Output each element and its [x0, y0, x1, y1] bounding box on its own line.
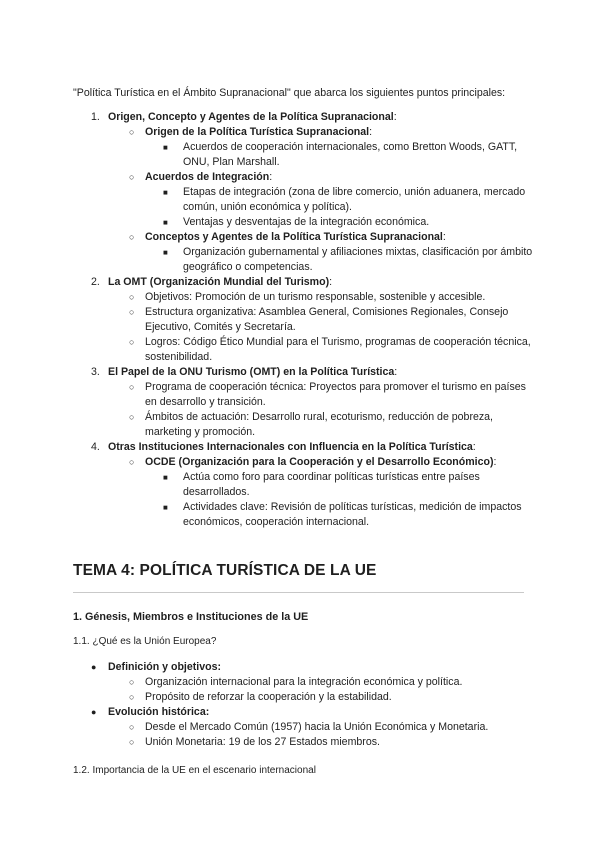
sub-item-text: :	[442, 231, 446, 243]
hollow-circle-bullet-icon: ○	[129, 722, 135, 732]
sub-item-text: Programa de cooperación técnica: Proyectos para promover el turismo en países en desarrollo y transición.	[145, 381, 526, 408]
intro-paragraph: "Política Turística en el Ámbito Supranacional" que abarca los siguientes puntos principales:	[73, 87, 506, 99]
numbered-item	[73, 275, 533, 365]
item-number: 4.	[91, 441, 100, 453]
square-bullet-icon: ■	[163, 188, 168, 197]
detail-item	[145, 215, 533, 230]
heading-divider	[73, 592, 524, 593]
numbered-item	[73, 110, 533, 275]
sub-item	[108, 335, 533, 365]
square-bullet-icon: ■	[163, 473, 168, 482]
square-bullet-icon: ■	[163, 218, 168, 227]
item-title-suffix: :	[472, 441, 476, 453]
detail-list	[145, 245, 533, 275]
detail-text: Organización gubernamental y afiliaciones mixtas, clasificación por ámbito geográfico o competencias.	[183, 246, 533, 273]
detail-list	[145, 470, 533, 530]
sub-list	[108, 380, 533, 440]
tema-heading: TEMA 4: POLÍTICA TURÍSTICA DE LA UE	[73, 562, 377, 579]
filled-circle-bullet-icon: ●	[91, 662, 97, 672]
detail-text: Actúa como foro para coordinar políticas turísticas entre países desarrollados.	[183, 471, 480, 498]
numbered-item	[73, 440, 533, 530]
subsection-1-1-heading: 1.1. ¿Qué es la Unión Europea?	[73, 636, 217, 647]
eu-point	[73, 660, 533, 705]
detail-item	[145, 245, 533, 275]
sub-item-title: OCDE (Organización para la Cooperación y el Desarrollo Económico)	[145, 456, 494, 468]
hollow-circle-bullet-icon: ○	[129, 737, 135, 747]
detail-text: Ventajas y desventajas de la integración económica.	[183, 216, 430, 228]
item-title-suffix: :	[393, 111, 397, 123]
detail-item	[145, 140, 533, 170]
hollow-circle-bullet-icon: ○	[129, 307, 135, 317]
item-title: Origen, Concepto y Agentes de la Política Supranacional	[108, 111, 394, 123]
detail-list	[145, 185, 533, 230]
detail-text: Actividades clave: Revisión de políticas turísticas, medición de impactos económicos, cooperación internacional.	[183, 501, 522, 528]
sub-item-text: :	[493, 456, 497, 468]
sub-item-text: Ámbitos de actuación: Desarrollo rural, ecoturismo, reducción de pobreza, marketing y promoción.	[145, 411, 494, 438]
item-number: 3.	[91, 366, 100, 378]
item-number: 2.	[91, 276, 100, 288]
hollow-circle-bullet-icon: ○	[129, 692, 135, 702]
hollow-circle-bullet-icon: ○	[129, 127, 135, 137]
hollow-circle-bullet-icon: ○	[129, 412, 135, 422]
eu-sub-item	[108, 690, 533, 705]
sub-item-text: Logros: Código Ético Mundial para el Turismo, programas de cooperación técnica, sostenibilidad.	[145, 336, 531, 363]
sub-item-title: Acuerdos de Integración	[145, 171, 270, 183]
detail-list	[145, 140, 533, 170]
hollow-circle-bullet-icon: ○	[129, 337, 135, 347]
sub-item	[108, 230, 533, 275]
sub-item-text: Estructura organizativa: Asamblea General, Comisiones Regionales, Consejo Ejecutivo, Comités y Secretaría.	[145, 306, 509, 333]
hollow-circle-bullet-icon: ○	[129, 457, 135, 467]
main-numbered-list	[73, 110, 533, 530]
item-title: Otras Instituciones Internacionales con Influencia en la Política Turística	[108, 441, 473, 453]
sub-item	[108, 410, 533, 440]
detail-item	[145, 470, 533, 500]
sub-item	[108, 125, 533, 170]
detail-item	[145, 500, 533, 530]
eu-sub-item	[108, 735, 533, 750]
hollow-circle-bullet-icon: ○	[129, 292, 135, 302]
sub-list	[108, 290, 533, 365]
item-title-suffix: :	[329, 276, 333, 288]
eu-point	[73, 705, 533, 750]
eu-sub-item	[108, 675, 533, 690]
sub-item-text: Objetivos: Promoción de un turismo responsable, sostenible y accesible.	[145, 291, 486, 303]
hollow-circle-bullet-icon: ○	[129, 172, 135, 182]
square-bullet-icon: ■	[163, 248, 168, 257]
eu-sub-text: Organización internacional para la integración económica y política.	[145, 676, 463, 688]
item-title: La OMT (Organización Mundial del Turismo)	[108, 276, 330, 288]
sub-item	[108, 170, 533, 230]
filled-circle-bullet-icon: ●	[91, 707, 97, 717]
eu-sub-text: Desde el Mercado Común (1957) hacia la Unión Económica y Monetaria.	[145, 721, 489, 733]
eu-sub-text: Unión Monetaria: 19 de los 27 Estados miembros.	[145, 736, 380, 748]
sub-item	[108, 290, 533, 305]
item-number: 1.	[91, 111, 100, 123]
hollow-circle-bullet-icon: ○	[129, 677, 135, 687]
hollow-circle-bullet-icon: ○	[129, 382, 135, 392]
eu-sub-item	[108, 720, 533, 735]
sub-item-text: :	[369, 126, 373, 138]
sub-item	[108, 380, 533, 410]
detail-item	[145, 185, 533, 215]
eu-sub-list	[108, 720, 533, 750]
section-1-heading: 1. Génesis, Miembros e Instituciones de la UE	[73, 611, 309, 623]
numbered-item	[73, 365, 533, 440]
item-title-suffix: :	[394, 366, 398, 378]
subsection-1-2-heading: 1.2. Importancia de la UE en el escenario internacional	[73, 765, 316, 776]
detail-text: Etapas de integración (zona de libre comercio, unión aduanera, mercado común, unión económica y política).	[183, 186, 526, 213]
item-title: El Papel de la ONU Turismo (OMT) en la Política Turística	[108, 366, 395, 378]
sub-item	[108, 305, 533, 335]
square-bullet-icon: ■	[163, 503, 168, 512]
hollow-circle-bullet-icon: ○	[129, 232, 135, 242]
sub-item-title: Conceptos y Agentes de la Política Turística Supranacional	[145, 231, 443, 243]
eu-point-title: Definición y objetivos:	[108, 661, 222, 673]
square-bullet-icon: ■	[163, 143, 168, 152]
eu-bullet-list	[73, 660, 533, 750]
detail-text: Acuerdos de cooperación internacionales, como Bretton Woods, GATT, ONU, Plan Marshall.	[183, 141, 518, 168]
sub-item-text: :	[269, 171, 273, 183]
sub-item-title: Origen de la Política Turística Supranacional	[145, 126, 370, 138]
sub-list	[108, 455, 533, 530]
sub-list	[108, 125, 533, 275]
sub-item	[108, 455, 533, 530]
eu-sub-list	[108, 675, 533, 705]
eu-point-title: Evolución histórica:	[108, 706, 210, 718]
eu-sub-text: Propósito de reforzar la cooperación y la estabilidad.	[145, 691, 392, 703]
